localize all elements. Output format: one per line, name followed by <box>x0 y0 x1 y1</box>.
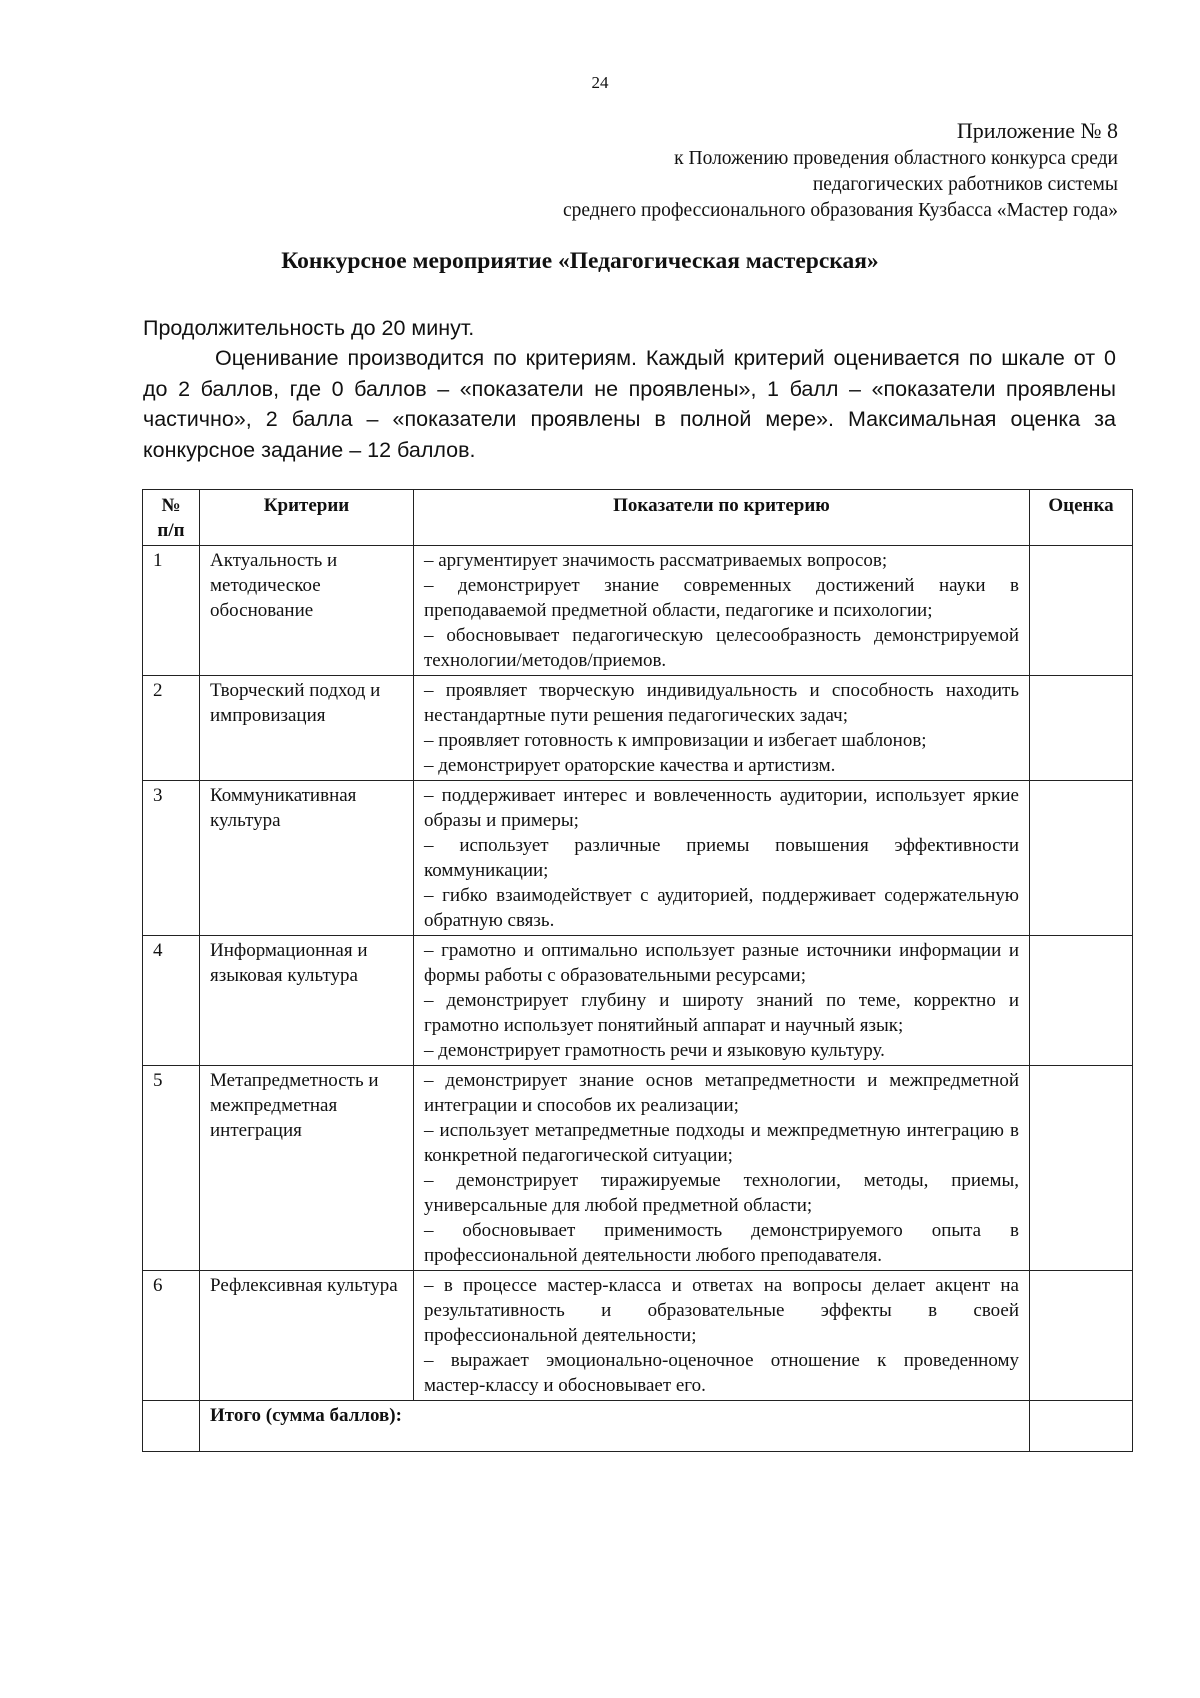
table-row <box>143 781 1133 936</box>
appendix-line: к Положению проведения областного конкурса среди <box>674 148 1118 169</box>
indicator-item: – использует метапредметные подходы и межпредметную интеграцию в конкретной педагогической ситуации; <box>424 1120 1019 1166</box>
indicator-item: – в процессе мастер-класса и ответах на вопросы делает акцент на результативность и образовательные эффекты в своей профессиональной деятельности; <box>424 1275 1019 1346</box>
row-criterion: Метапредметность и межпредметная интеграция <box>200 1066 414 1271</box>
indicator-item: – обосновывает педагогическую целесообразность демонстрируемой технологии/методов/приемов. <box>424 625 1019 671</box>
indicator-item: – демонстрирует ораторские качества и артистизм. <box>424 755 836 776</box>
duration-text: Продолжительность до 20 минут. <box>143 316 475 340</box>
indicator-item: – демонстрирует знание современных достижений науки в преподаваемой предметной области, педагогике и психологии; <box>424 575 1019 621</box>
row-indicators <box>414 676 1030 781</box>
indicator-item: – демонстрирует тиражируемые технологии, методы, приемы, универсальные для любой предметной области; <box>424 1170 1019 1216</box>
indicator-item: – поддерживает интерес и вовлеченность аудитории, использует яркие образы и примеры; <box>424 785 1019 831</box>
total-row <box>143 1401 1133 1452</box>
row-number: 1 <box>143 546 200 676</box>
indicator-item: – проявляет готовность к импровизации и избегает шаблонов; <box>424 730 927 751</box>
header-indicators: Показатели по критерию <box>414 490 1030 546</box>
score-cell[interactable] <box>1030 1271 1133 1401</box>
indicator-item: – демонстрирует грамотность речи и языковую культуру. <box>424 1040 885 1061</box>
table-row <box>143 546 1133 676</box>
indicator-item: – гибко взаимодействует с аудиторией, поддерживает содержательную обратную связь. <box>424 885 1019 931</box>
score-cell[interactable] <box>1030 546 1133 676</box>
table-row <box>143 936 1133 1066</box>
table-row <box>143 1066 1133 1271</box>
indicator-item: – обосновывает применимость демонстрируемого опыта в профессиональной деятельности любого преподавателя. <box>424 1220 1019 1266</box>
table-row <box>143 1271 1133 1401</box>
table-header-row <box>143 490 1133 546</box>
table-body <box>143 546 1133 1452</box>
row-indicators <box>414 1066 1030 1271</box>
total-score-cell[interactable] <box>1030 1401 1133 1452</box>
indicator-item: – демонстрирует глубину и широту знаний по теме, корректно и грамотно использует понятийный аппарат и научный язык; <box>424 990 1019 1036</box>
row-number: 2 <box>143 676 200 781</box>
total-num-cell <box>143 1401 200 1452</box>
row-number: 6 <box>143 1271 200 1401</box>
row-number: 4 <box>143 936 200 1066</box>
evaluation-text: Оценивание производится по критериям. Каждый критерий оценивается по шкале от 0 до 2 баллов, где 0 баллов – «показатели не проявлены», 1 балл – «показатели проявлены частично», 2 балла – «показатели проявлены в полной мере». Максимальная оценка за конкурсное задание – 12 баллов. <box>143 346 1116 462</box>
score-cell[interactable] <box>1030 781 1133 936</box>
criteria-table <box>142 489 1133 1452</box>
header-score: Оценка <box>1030 490 1133 546</box>
score-cell[interactable] <box>1030 676 1133 781</box>
indicator-item: – аргументирует значимость рассматриваемых вопросов; <box>424 550 888 571</box>
row-indicators <box>414 1271 1030 1401</box>
row-criterion: Информационная и языковая культура <box>200 936 414 1066</box>
row-criterion: Коммуникативная культура <box>200 781 414 936</box>
page-number: 24 <box>591 73 609 92</box>
header-num: № п/п <box>143 490 200 546</box>
appendix-line: педагогических работников системы <box>812 174 1118 195</box>
row-criterion: Творческий подход и импровизация <box>200 676 414 781</box>
score-cell[interactable] <box>1030 936 1133 1066</box>
indicator-item: – проявляет творческую индивидуальность и способность находить нестандартные пути решения педагогических задач; <box>424 680 1019 726</box>
score-cell[interactable] <box>1030 1066 1133 1271</box>
indicator-item: – грамотно и оптимально использует разные источники информации и формы работы с образовательными ресурсами; <box>424 940 1019 986</box>
row-number: 5 <box>143 1066 200 1271</box>
header-criteria: Критерии <box>200 490 414 546</box>
table-row <box>143 676 1133 781</box>
row-indicators <box>414 936 1030 1066</box>
row-criterion: Актуальность и методическое обоснование <box>200 546 414 676</box>
row-indicators <box>414 546 1030 676</box>
row-criterion: Рефлексивная культура <box>200 1271 414 1401</box>
appendix-line: среднего профессионального образования Кузбасса «Мастер года» <box>563 200 1118 221</box>
indicator-item: – выражает эмоционально-оценочное отношение к проведенному мастер-классу и обосновывает его. <box>424 1350 1019 1396</box>
appendix-header <box>563 116 1118 224</box>
indicator-item: – демонстрирует знание основ метапредметности и межпредметной интеграции и способов их реализации; <box>424 1070 1019 1116</box>
row-number: 3 <box>143 781 200 936</box>
document-title: Конкурсное мероприятие «Педагогическая мастерская» <box>281 248 879 274</box>
row-indicators <box>414 781 1030 936</box>
total-label: Итого (сумма баллов): <box>200 1401 1030 1452</box>
indicator-item: – использует различные приемы повышения эффективности коммуникации; <box>424 835 1019 881</box>
appendix-title: Приложение № 8 <box>956 118 1118 143</box>
